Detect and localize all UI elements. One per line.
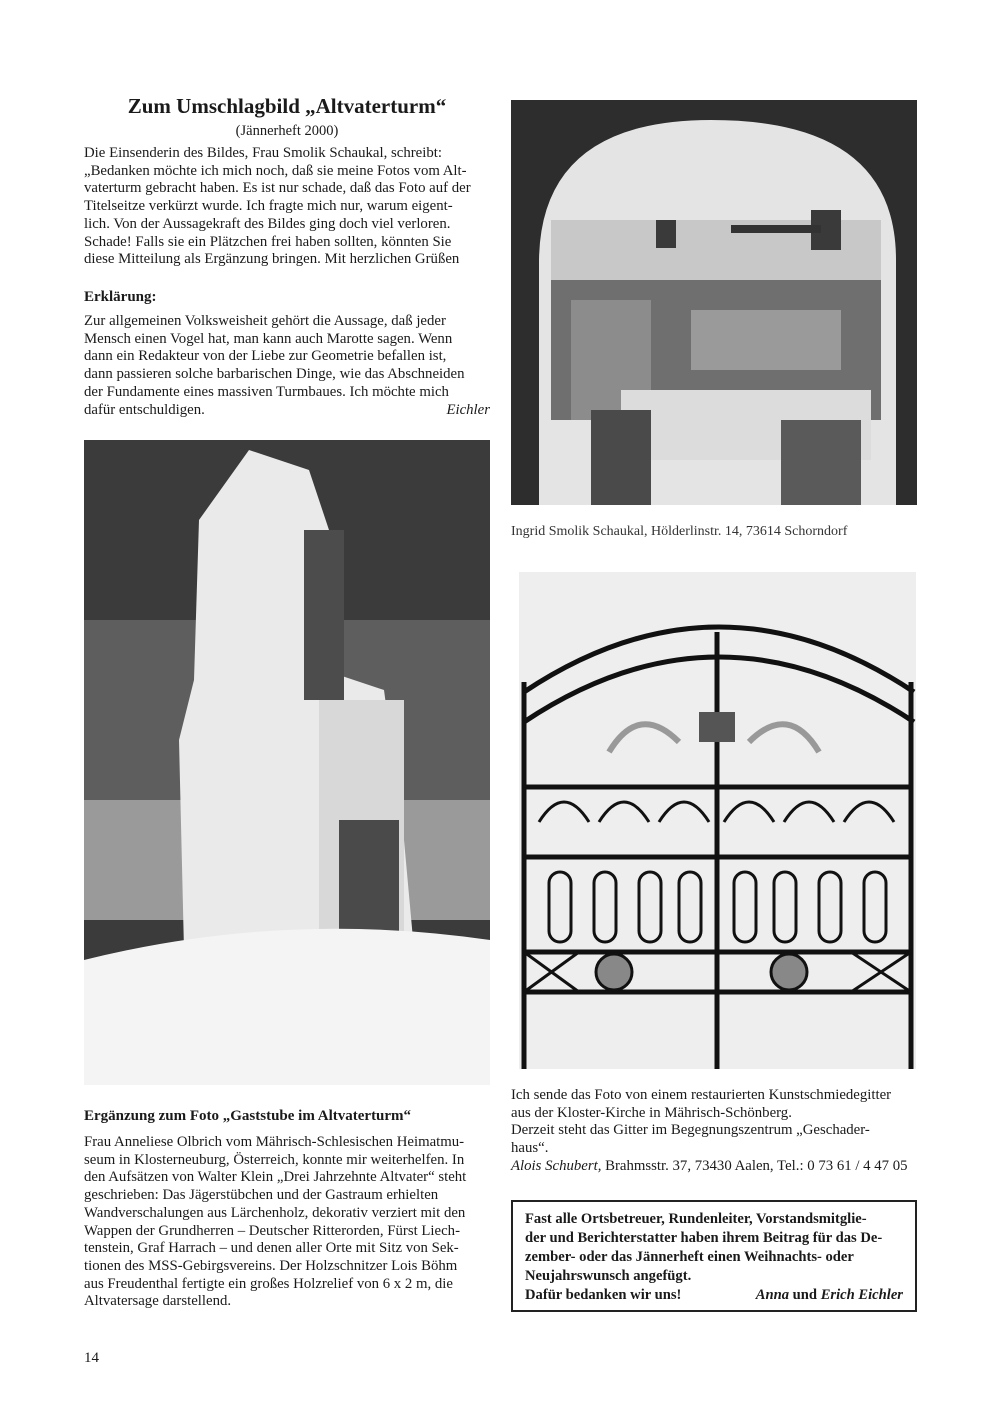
- supplement-heading: Ergänzung zum Foto „Gaststube im Altvaterturm“: [84, 1108, 412, 1124]
- signature-name: Anna: [755, 1287, 790, 1303]
- gate-photo-image: [519, 572, 916, 1069]
- text-line: Schade! Falls sie ein Plätzchen frei haben sollten, könnten Sie: [84, 233, 452, 250]
- text-line: der Fundamente eines massiven Turmbaues. Ich möchte mich: [84, 383, 449, 400]
- text-line: tionen des MSS-Gebirgsvereins. Der Holzschnitzer Lois Böhm: [84, 1257, 458, 1274]
- notice-box: [511, 1200, 917, 1312]
- text-line: dafür entschuldigen.: [84, 401, 205, 418]
- text-line: „Bedanken möchte ich mich noch, daß sie meine Fotos vom Alt-: [84, 162, 467, 179]
- author-line: [511, 1158, 917, 1176]
- text-line: Altvatersage darstellend.: [84, 1293, 232, 1310]
- signature-line: [84, 402, 490, 420]
- altvaterturm-photo: [84, 440, 490, 1085]
- text-line: haus“.: [511, 1140, 549, 1157]
- text-line: Die Einsenderin des Bildes, Frau Smolik Schaukal, schreibt:: [84, 145, 442, 161]
- text-line: aus Freudenthal fertigte ein großes Holzrelief von 6 x 2 m, die: [84, 1275, 453, 1292]
- box-signature-line: [525, 1286, 903, 1305]
- gate-photo: [519, 572, 916, 1069]
- thanks-text: Dafür bedanken wir uns!: [525, 1287, 682, 1303]
- author-name: Alois Schubert,: [511, 1157, 602, 1174]
- photo-caption: Ingrid Smolik Schaukal, Hölderlinstr. 14, 73614 Schorndorf: [511, 524, 848, 539]
- explanation-heading: Erklärung:: [84, 289, 157, 305]
- gaststube-photo-image: [511, 100, 917, 505]
- text-line: Titelseitze verkürzt wurde. Ich fragte mich nur, warum eigent-: [84, 198, 453, 215]
- signature-name: Erich Eichler: [820, 1287, 903, 1303]
- article-title: Zum Umschlagbild „Altvaterturm“: [127, 94, 447, 118]
- text-line: diese Mitteilung als Ergänzung bringen. Mit herzlichen Grüßen: [84, 251, 460, 268]
- text-line: aus der Kloster-Kirche in Mährisch-Schönberg.: [511, 1104, 792, 1121]
- gate-article-body: [511, 1087, 917, 1176]
- text-line: geschrieben: Das Jägerstübchen und der Gastraum erhielten: [84, 1187, 439, 1204]
- text-line: Wandverschalungen aus Lärchenholz, dekorativ verziert mit den: [84, 1204, 466, 1221]
- text-line: Frau Anneliese Olbrich vom Mährisch-Schlesischen Heimatmu-: [84, 1134, 465, 1150]
- explanation-body: [84, 313, 490, 419]
- page-number: 14: [84, 1350, 99, 1366]
- text-line: Mensch einen Vogel hat, man kann auch Marotte sagen. Wenn: [84, 330, 453, 347]
- article-subtitle: (Jännerheft 2000): [235, 123, 339, 139]
- gaststube-photo: [511, 100, 917, 505]
- text-line: Ich sende das Foto von einem restaurierten Kunstschmiedegitter: [511, 1087, 892, 1103]
- text-line: Neujahrswunsch angefügt.: [525, 1268, 692, 1284]
- text-line: tenstein, Graf Harrach – und denen aller Orte mit Sitz von Sek-: [84, 1240, 459, 1257]
- signature-and: und: [789, 1287, 821, 1303]
- text-line: vaterturm gebracht haben. Es ist nur schade, daß das Foto auf der: [84, 180, 471, 197]
- text-line: den Aufsätzen von Walter Klein „Drei Jahrzehnte Altvater“ steht: [84, 1169, 467, 1186]
- text-line: dann passieren solche barbarischen Dinge, wie das Abschneiden: [84, 366, 465, 383]
- text-line: dann ein Redakteur von der Liebe zur Geometrie befallen ist,: [84, 348, 447, 365]
- altvaterturm-photo-image: [84, 440, 490, 1085]
- text-line: Zur allgemeinen Volksweisheit gehört die Aussage, daß jeder: [84, 313, 446, 329]
- article-body: [84, 145, 490, 269]
- signature: Eichler: [446, 401, 490, 418]
- text-line: Fast alle Ortsbetreuer, Rundenleiter, Vorstandsmitglie-: [525, 1211, 867, 1227]
- author-address: Brahmsstr. 37, 73430 Aalen, Tel.: 0 73 61 / 4 47 05: [601, 1157, 908, 1174]
- text-line: Derzeit steht das Gitter im Begegnungszentrum „Geschader-: [511, 1122, 870, 1139]
- text-line: zember- oder das Jännerheft einen Weihnachts- oder: [525, 1249, 854, 1265]
- text-line: lich. Von der Aussagekraft des Bildes ging doch viel verloren.: [84, 215, 451, 232]
- box-signature: [756, 1286, 903, 1305]
- text-line: der und Berichterstatter haben ihrem Beitrag für das De-: [525, 1230, 883, 1246]
- supplement-body: [84, 1134, 490, 1311]
- text-line: Wappen der Grundherren – Deutscher Ritterorden, Fürst Liech-: [84, 1222, 460, 1239]
- text-line: seum in Klosterneuburg, Österreich, konnte mir weiterhelfen. In: [84, 1151, 465, 1168]
